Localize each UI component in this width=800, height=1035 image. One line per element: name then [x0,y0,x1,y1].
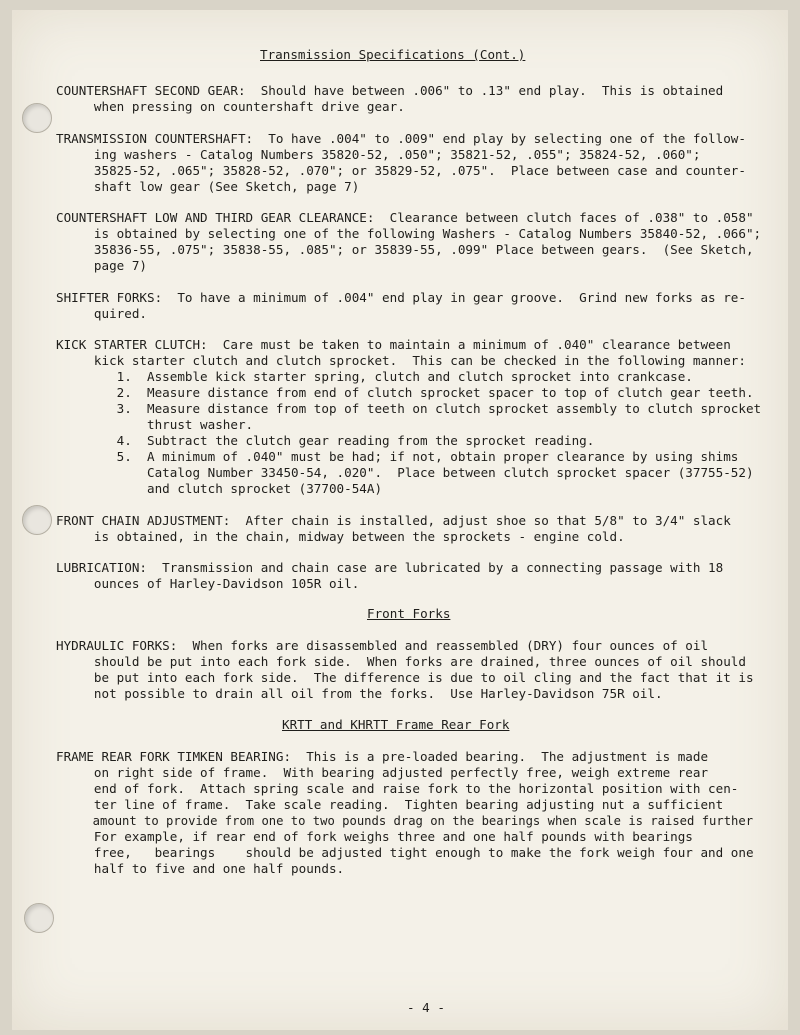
kick-starter-step-3: 3. Measure distance from top of teeth on clutch sprocket assembly to clutch sprocket [56,401,762,416]
countershaft-second-gear-line-1: COUNTERSHAFT SECOND GEAR: Should have between .006" to .13" end play. This is obtained [56,83,724,98]
rear-fork-line-7: free, bearings should be adjusted tight enough to make the fork weigh four and one [56,845,754,860]
rear-fork-line-5: amount to provide from one to two pounds drag on the bearings when scale is raised further [56,814,754,828]
kick-starter-step-5-cont-1: Catalog Number 33450-54, .020". Place between clutch sprocket spacer (37755-52) [56,465,754,480]
rear-fork-line-1: FRAME REAR FORK TIMKEN BEARING: This is a pre-loaded bearing. The adjustment is made [56,749,709,764]
kick-starter-line-2: kick starter clutch and clutch sprocket. This can be checked in the following manner: [56,353,746,368]
gear-clearance-line-1: COUNTERSHAFT LOW AND THIRD GEAR CLEARANCE: Clearance between clutch faces of .038" to .058" [56,210,754,225]
hydraulic-forks-line-1: HYDRAULIC FORKS: When forks are disassembled and reassembled (DRY) four ounces of oil [56,638,709,653]
punch-hole-bottom [24,903,54,933]
rear-fork-line-2: on right side of frame. With bearing adjusted perfectly free, weigh extreme rear [56,765,709,780]
rear-fork-line-8: half to five and one half pounds. [56,861,345,876]
shifter-forks-line-2: quired. [56,306,147,321]
gear-clearance-line-2: is obtained by selecting one of the following Washers - Catalog Numbers 35840-52, .066"; [56,226,762,241]
kick-starter-step-1: 1. Assemble kick starter spring, clutch and clutch sprocket into crankcase. [56,369,693,384]
kick-starter-step-3-cont: thrust washer. [56,417,254,432]
kick-starter-line-1: KICK STARTER CLUTCH: Care must be taken to maintain a minimum of .040" clearance between [56,337,731,352]
transmission-countershaft-line-3: 35825-52, .065"; 35828-52, .070"; or 35829-52, .075". Place between case and counter- [56,163,746,178]
front-forks-heading: Front Forks [367,606,451,621]
kick-starter-step-2: 2. Measure distance from end of clutch sprocket spacer to top of clutch gear teeth. [56,385,754,400]
rear-fork-line-6: For example, if rear end of fork weighs three and one half pounds with bearings [56,829,693,844]
gear-clearance-line-3: 35836-55, .075"; 35838-55, .085"; or 35839-55, .099" Place between gears. (See Sketch, [56,242,754,257]
hydraulic-forks-line-4: not possible to drain all oil from the forks. Use Harley-Davidson 75R oil. [56,686,663,701]
gear-clearance-line-4: page 7) [56,258,147,273]
lubrication-line-1: LUBRICATION: Transmission and chain case are lubricated by a connecting passage with 18 [56,560,724,575]
shifter-forks-line-1: SHIFTER FORKS: To have a minimum of .004" end play in gear groove. Grind new forks as re- [56,290,746,305]
page-number: - 4 - [407,1000,445,1015]
rear-fork-line-4: ter line of frame. Take scale reading. Tighten bearing adjusting nut a sufficient [56,797,724,812]
front-chain-line-1: FRONT CHAIN ADJUSTMENT: After chain is installed, adjust shoe so that 5/8" to 3/4" slack [56,513,731,528]
countershaft-second-gear-line-2: when pressing on countershaft drive gear. [56,99,405,114]
lubrication-line-2: ounces of Harley-Davidson 105R oil. [56,576,360,591]
page-title: Transmission Specifications (Cont.) [260,47,526,62]
transmission-countershaft-line-1: TRANSMISSION COUNTERSHAFT: To have .004" to .009" end play by selecting one of the follow- [56,131,746,146]
kick-starter-step-4: 4. Subtract the clutch gear reading from the sprocket reading. [56,433,595,448]
transmission-countershaft-line-2: ing washers - Catalog Numbers 35820-52, .050"; 35821-52, .055"; 35824-52, .060"; [56,147,701,162]
hydraulic-forks-line-3: be put into each fork side. The difference is due to oil cling and the fact that it is [56,670,754,685]
hydraulic-forks-line-2: should be put into each fork side. When forks are drained, three ounces of oil should [56,654,746,669]
rear-fork-heading: KRTT and KHRTT Frame Rear Fork [282,717,510,732]
rear-fork-line-3: end of fork. Attach spring scale and raise fork to the horizontal position with cen- [56,781,739,796]
kick-starter-step-5-cont-2: and clutch sprocket (37700-54A) [56,481,383,496]
transmission-countershaft-line-4: shaft low gear (See Sketch, page 7) [56,179,360,194]
kick-starter-step-5: 5. A minimum of .040" must be had; if not, obtain proper clearance by using shims [56,449,739,464]
punch-hole-top [22,103,52,133]
front-chain-line-2: is obtained, in the chain, midway between the sprockets - engine cold. [56,529,625,544]
punch-hole-middle [22,505,52,535]
